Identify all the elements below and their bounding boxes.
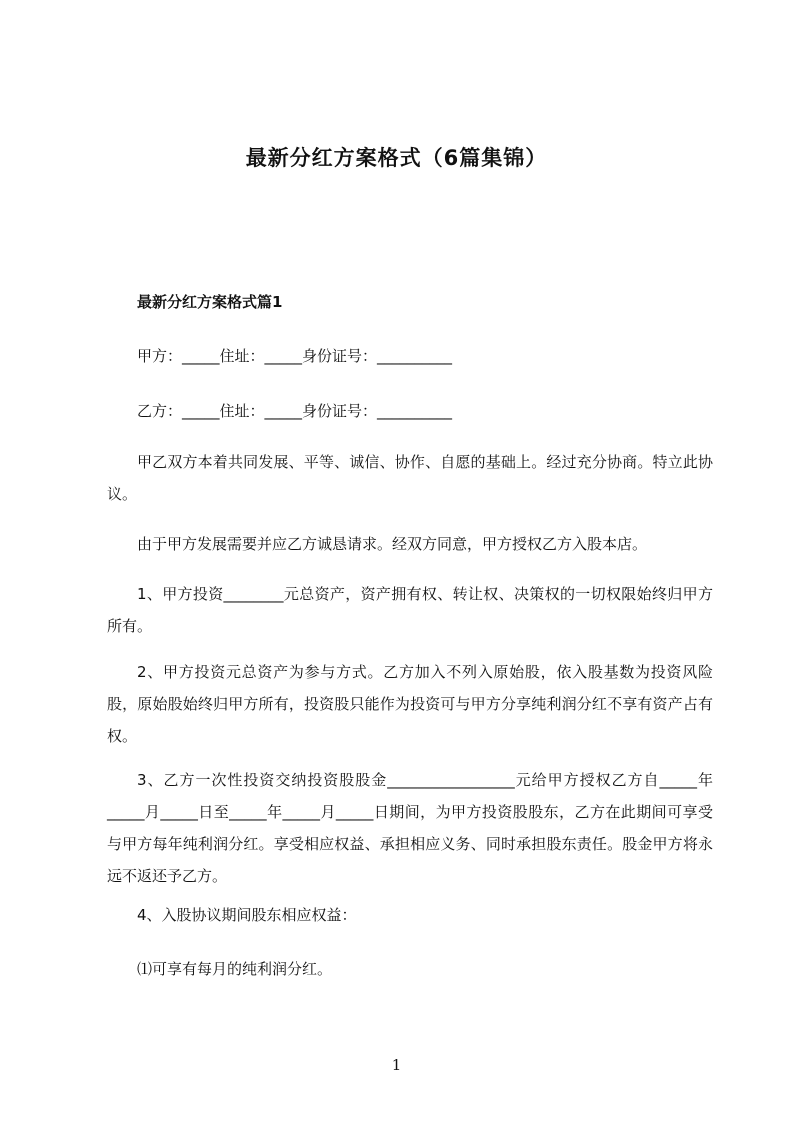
clause-1: 1、甲方投资________元总资产，资产拥有权、转让权、决策权的一切权限始终归甲方所有。 xyxy=(107,585,713,635)
party-a-line: 甲方：_____住址：_____身份证号：__________ xyxy=(137,347,453,365)
document-title: 最新分红方案格式（6篇集锦） xyxy=(245,146,548,170)
clause-4: 4、入股协议期间股东相应权益： xyxy=(137,906,357,924)
clause-4-item-1: ⑴可享有每月的纯利润分红。 xyxy=(137,960,333,978)
paragraph-intro: 甲乙双方本着共同发展、平等、诚信、协作、自愿的基础上。经过充分协商。特立此协议。 xyxy=(107,453,713,503)
section-heading: 最新分红方案格式篇1 xyxy=(137,293,283,311)
paragraph-purpose: 由于甲方发展需要并应乙方诚恳请求。经双方同意，甲方授权乙方入股本店。 xyxy=(137,535,648,553)
page-number: 1 xyxy=(391,1056,402,1074)
party-b-line: 乙方：_____住址：_____身份证号：__________ xyxy=(137,402,453,420)
clause-3: 3、乙方一次性投资交纳投资股股金_________________元给甲方授权乙方自_____年_____月_____日至_____年_____月_____日期间，为甲方投资股股东，乙方在此期间可享受与甲方每年纯利润分红。享受相应权益、承担相应义务、同时承担股东责任。股金甲方将永远不返还予乙方。 xyxy=(107,771,713,885)
clause-2: 2、甲方投资元总资产为参与方式。乙方加入不列入原始股，依入股基数为投资风险股，原始股始终归甲方所有，投资股只能作为投资可与甲方分享纯利润分红不享有资产占有权。 xyxy=(107,663,713,745)
